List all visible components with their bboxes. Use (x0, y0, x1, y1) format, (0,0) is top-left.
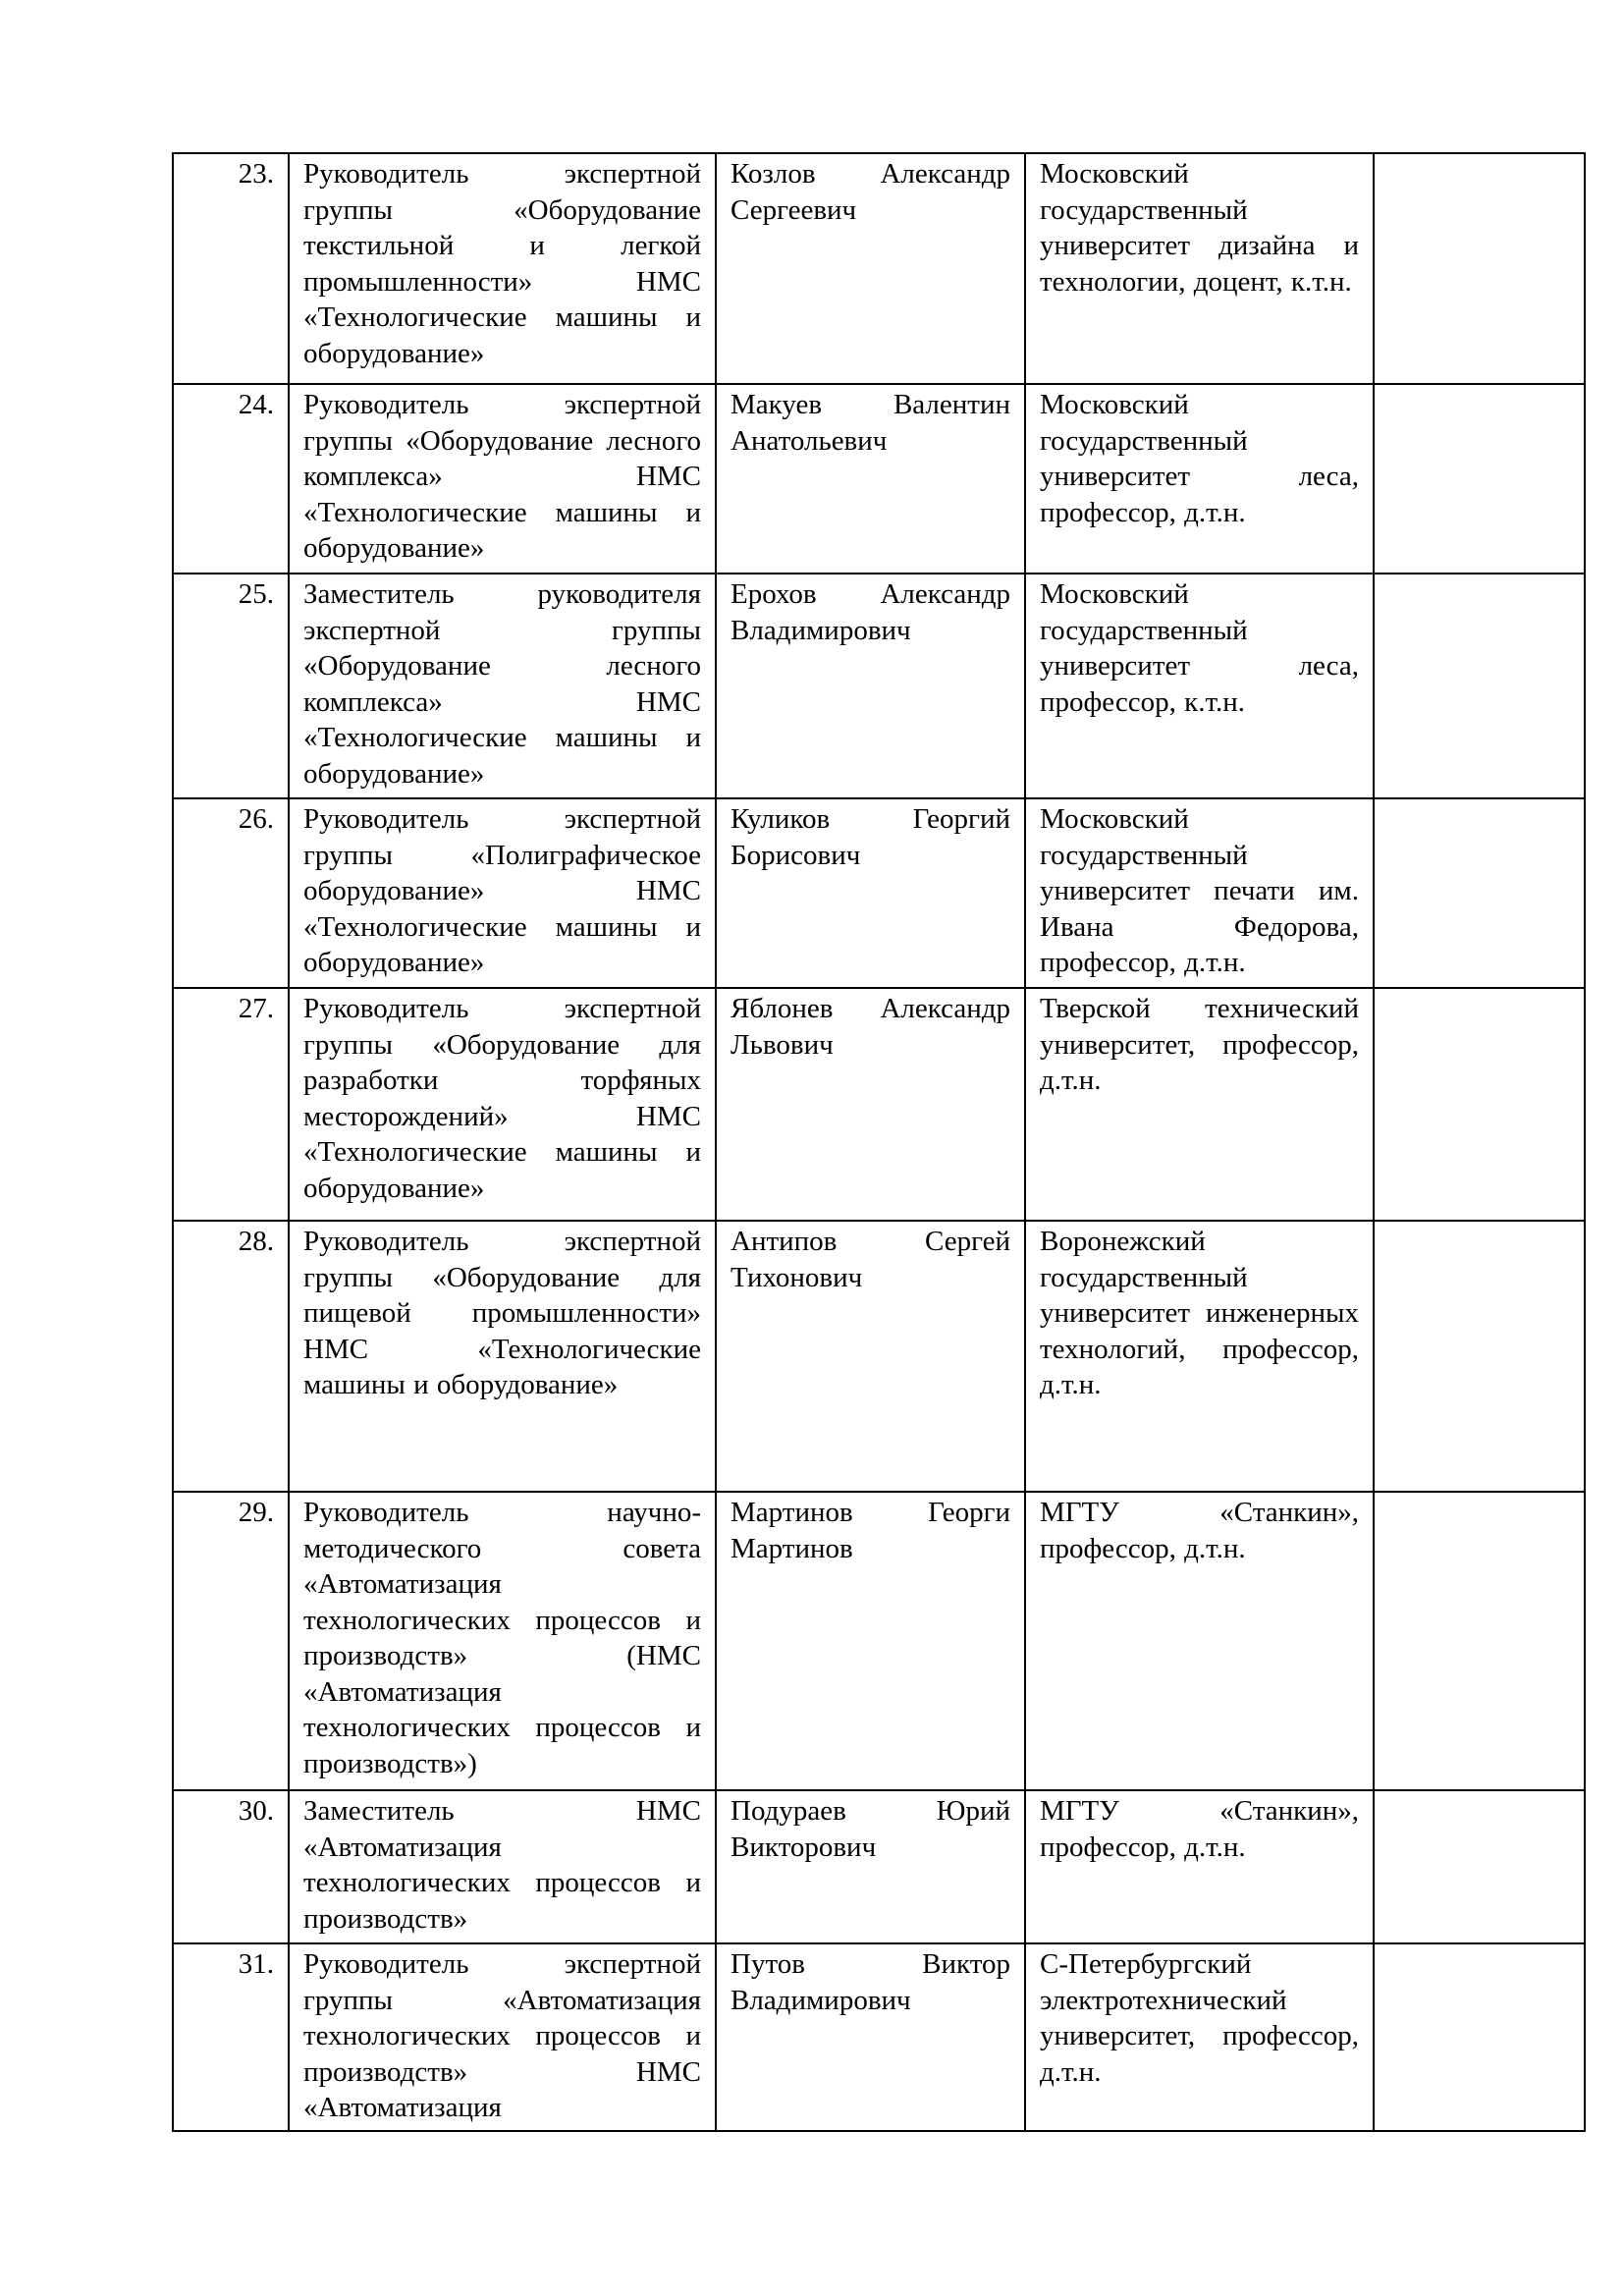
name-cell: Путов Виктор Владимирович (716, 1943, 1025, 2131)
note-cell (1374, 1492, 1585, 1790)
table-row (173, 1943, 1585, 2131)
table-row (173, 988, 1585, 1221)
name-cell: Ерохов Александр Владимирович (716, 574, 1025, 798)
position-cell: Руководитель экспертной группы «Оборудование лесного комплекса» НМС «Технологические машины и оборудование» (289, 384, 716, 574)
row-number-cell: 26. (173, 798, 289, 988)
affiliation-cell: Московский государственный университет леса, профессор, к.т.н. (1025, 574, 1374, 798)
note-cell (1374, 1943, 1585, 2131)
name-cell: Мартинов Георги Мартинов (716, 1492, 1025, 1790)
name-cell: Куликов Георгий Борисович (716, 798, 1025, 988)
table-row (173, 384, 1585, 574)
affiliation-cell: Воронежский государственный университет инженерных технологий, профессор, д.т.н. (1025, 1221, 1374, 1492)
position-cell: Руководитель экспертной группы «Оборудование для пищевой промышленности» НМС «Технологические машины и оборудование» (289, 1221, 716, 1492)
row-number-cell: 30. (173, 1790, 289, 1943)
row-number-cell: 27. (173, 988, 289, 1221)
affiliation-cell: Московский государственный университет дизайна и технологии, доцент, к.т.н. (1025, 153, 1374, 384)
table-row (173, 574, 1585, 798)
name-cell: Яблонев Александр Львович (716, 988, 1025, 1221)
position-cell: Заместитель руководителя экспертной группы «Оборудование лесного комплекса» НМС «Технологические машины и оборудование» (289, 574, 716, 798)
affiliation-cell: Московский государственный университет леса, профессор, д.т.н. (1025, 384, 1374, 574)
position-cell: Руководитель экспертной группы «Автоматизация технологических процессов и производств» НМС «Автоматизация (289, 1943, 716, 2131)
position-cell: Руководитель научно-методического совета «Автоматизация технологических процессов и производств» (НМС «Автоматизация технологических процессов и производств») (289, 1492, 716, 1790)
row-number-cell: 23. (173, 153, 289, 384)
position-cell: Руководитель экспертной группы «Полиграфическое оборудование» НМС «Технологические машины и оборудование» (289, 798, 716, 988)
position-cell: Руководитель экспертной группы «Оборудование текстильной и легкой промышленности» НМС «Технологические машины и оборудование» (289, 153, 716, 384)
note-cell (1374, 798, 1585, 988)
name-cell: Козлов Александр Сергеевич (716, 153, 1025, 384)
affiliation-cell: Московский государственный университет печати им. Ивана Федорова, профессор, д.т.н. (1025, 798, 1374, 988)
name-cell: Подураев Юрий Викторович (716, 1790, 1025, 1943)
table-row (173, 1492, 1585, 1790)
note-cell (1374, 574, 1585, 798)
experts-table (172, 152, 1586, 2132)
affiliation-cell: МГТУ «Станкин», профессор, д.т.н. (1025, 1492, 1374, 1790)
affiliation-cell: Тверской технический университет, профессор, д.т.н. (1025, 988, 1374, 1221)
row-number-cell: 24. (173, 384, 289, 574)
table-row (173, 1221, 1585, 1492)
table-row (173, 153, 1585, 384)
position-cell: Руководитель экспертной группы «Оборудование для разработки торфяных месторождений» НМС «Технологические машины и оборудование» (289, 988, 716, 1221)
note-cell (1374, 1221, 1585, 1492)
row-number-cell: 28. (173, 1221, 289, 1492)
row-number-cell: 31. (173, 1943, 289, 2131)
row-number-cell: 25. (173, 574, 289, 798)
affiliation-cell: С-Петербургский электротехнический университет, профессор, д.т.н. (1025, 1943, 1374, 2131)
note-cell (1374, 384, 1585, 574)
position-cell: Заместитель НМС «Автоматизация технологических процессов и производств» (289, 1790, 716, 1943)
note-cell (1374, 1790, 1585, 1943)
note-cell (1374, 988, 1585, 1221)
name-cell: Антипов Сергей Тихонович (716, 1221, 1025, 1492)
note-cell (1374, 153, 1585, 384)
table-row (173, 1790, 1585, 1943)
affiliation-cell: МГТУ «Станкин», профессор, д.т.н. (1025, 1790, 1374, 1943)
name-cell: Макуев Валентин Анатольевич (716, 384, 1025, 574)
table-row (173, 798, 1585, 988)
row-number-cell: 29. (173, 1492, 289, 1790)
